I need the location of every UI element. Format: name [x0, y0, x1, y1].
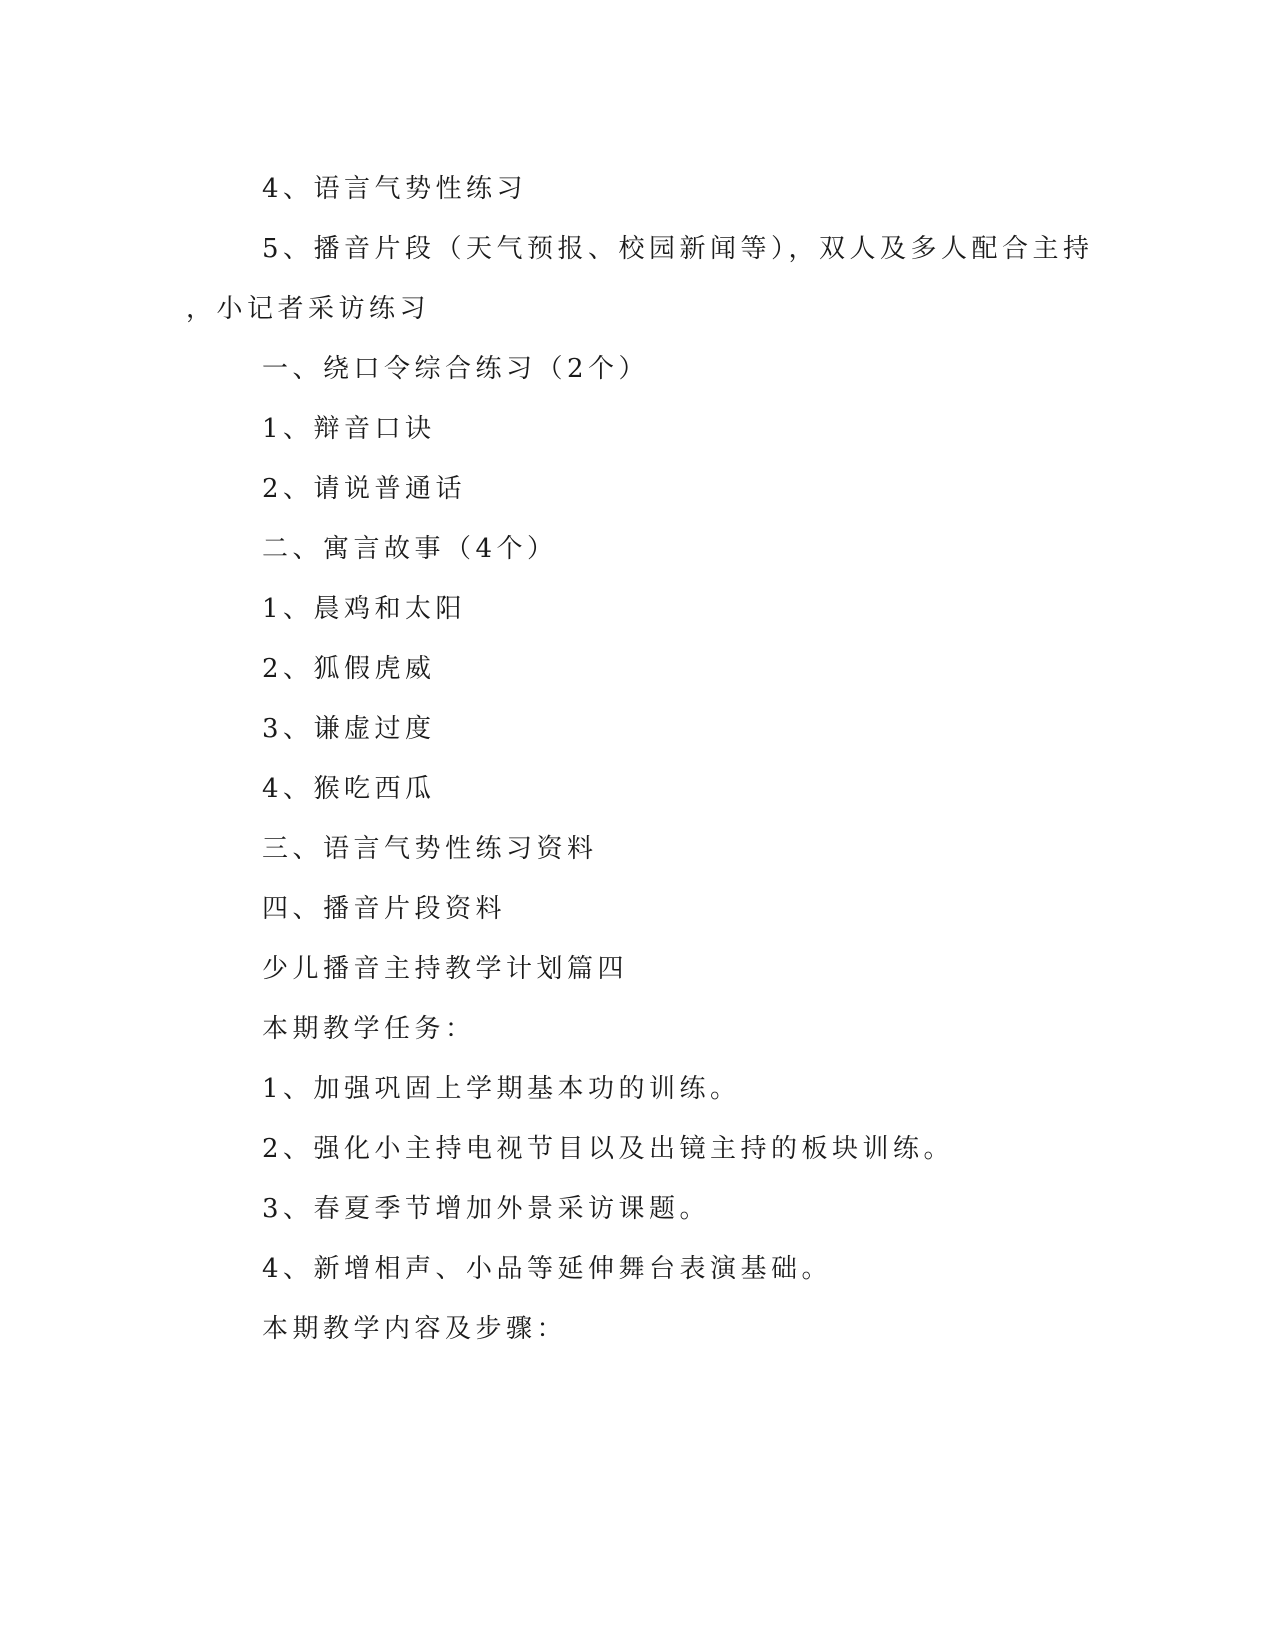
list-item: 3、春夏季节增加外景采访课题。 — [262, 1194, 711, 1224]
section-heading-broadcast-materials: 四、播音片段资料 — [262, 894, 507, 924]
section-heading-language-materials: 三、语言气势性练习资料 — [262, 834, 598, 864]
list-item: 4、新增相声、小品等延伸舞台表演基础。 — [262, 1254, 833, 1284]
subheading-teaching-tasks: 本期教学任务： — [262, 1014, 476, 1044]
list-item: 4、猴吃西瓜 — [262, 774, 436, 804]
subheading-teaching-content: 本期教学内容及步骤： — [262, 1314, 568, 1344]
list-item-language-momentum: 4、语言气势性练习 — [262, 174, 528, 204]
list-item: 2、强化小主持电视节目以及出镜主持的板块训练。 — [262, 1134, 955, 1164]
list-item-broadcast-segments-continued: ，小记者采访练习 — [186, 294, 431, 324]
list-item: 3、谦虚过度 — [262, 714, 436, 744]
section-heading-tongue-twisters: 一、绕口令综合练习（2个） — [262, 354, 650, 384]
list-item: 1、辩音口诀 — [262, 414, 436, 444]
document-title-part-four: 少儿播音主持教学计划篇四 — [262, 954, 629, 984]
list-item-broadcast-segments: 5、播音片段（天气预报、校园新闻等），双人及多人配合主持 — [262, 234, 1094, 264]
list-item: 1、加强巩固上学期基本功的训练。 — [262, 1074, 741, 1104]
list-item: 2、请说普通话 — [262, 474, 467, 504]
list-item: 1、晨鸡和太阳 — [262, 594, 467, 624]
list-item: 2、狐假虎威 — [262, 654, 436, 684]
section-heading-fables: 二、寓言故事（4个） — [262, 534, 558, 564]
